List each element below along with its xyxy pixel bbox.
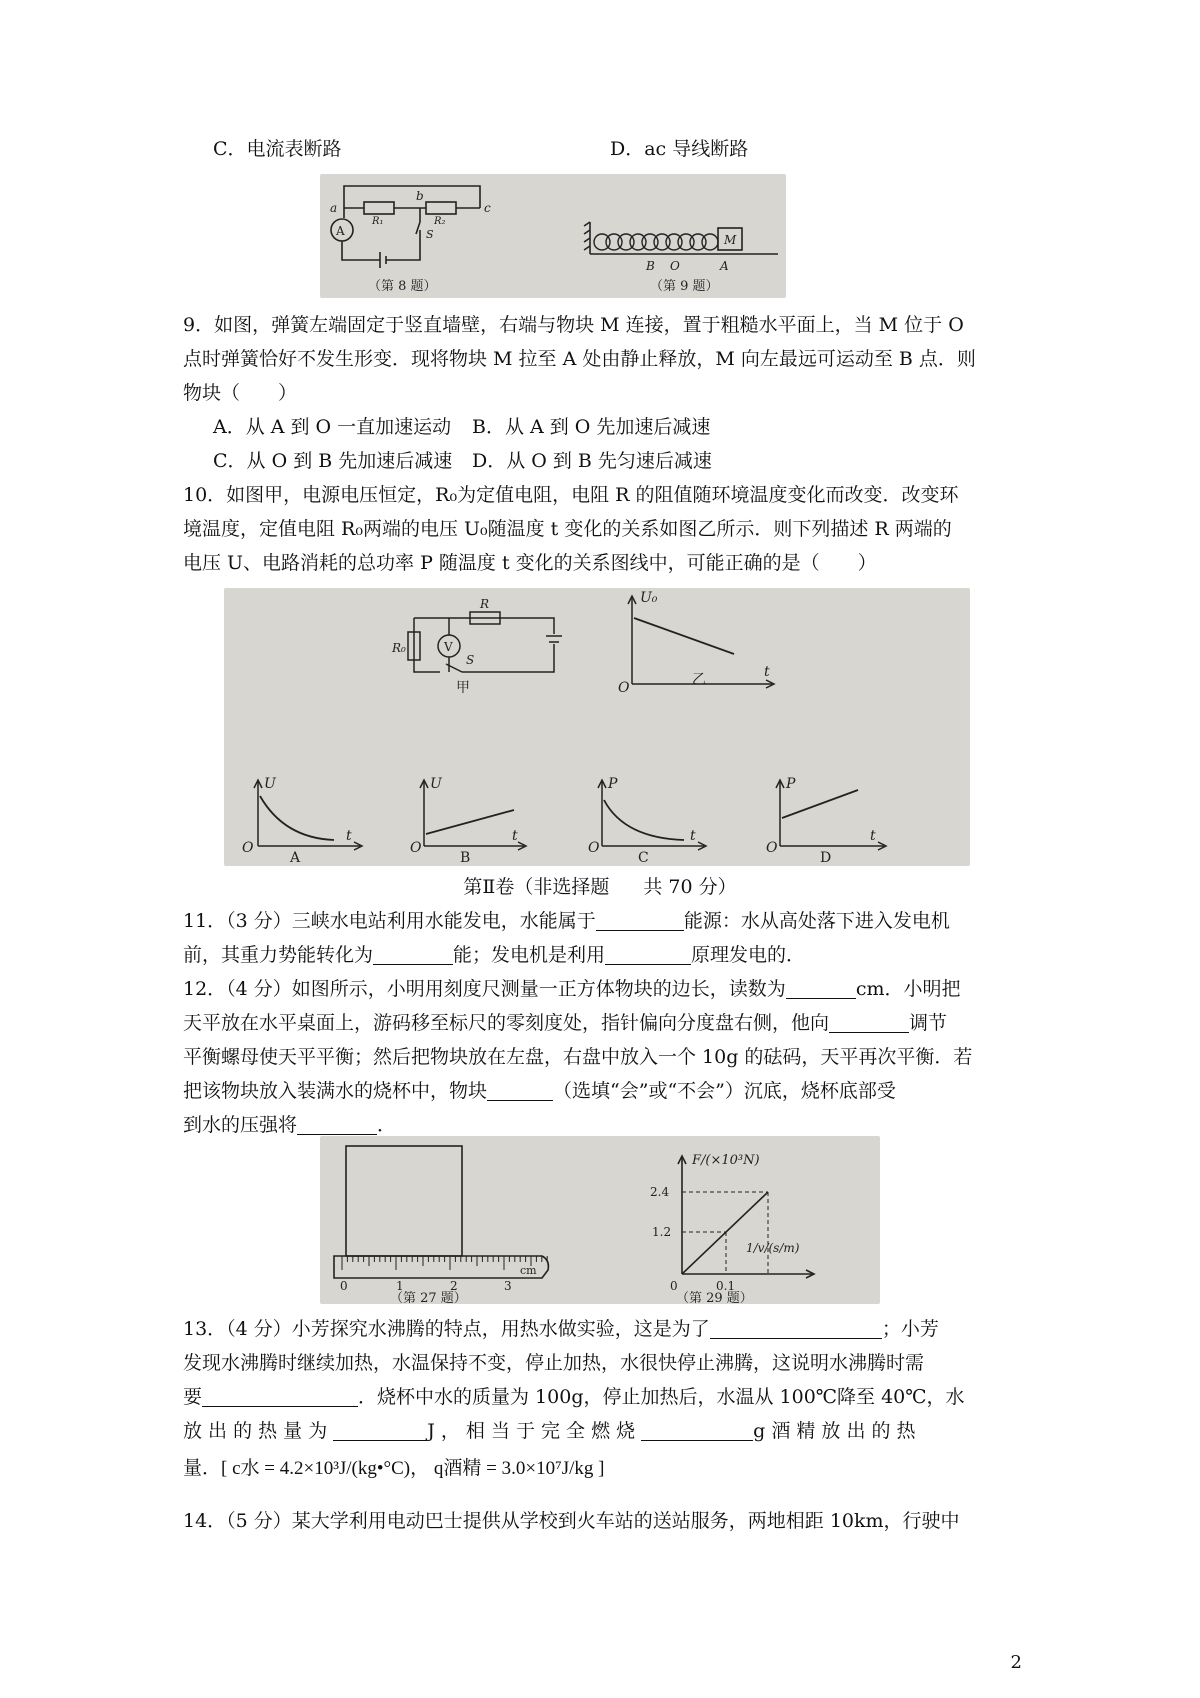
q9-option-b: B．从 A 到 O 先加速后减速 <box>472 416 711 438</box>
figure-27-29 <box>320 1136 880 1304</box>
q13-line3 <box>183 1380 1023 1414</box>
figure-8-9 <box>320 174 786 298</box>
q13-text-4c: g 酒 精 放 出 的 热 <box>753 1420 916 1442</box>
fig8-label-r1: R₁ <box>372 216 384 227</box>
q9-option-c: C．从 O 到 B 先加速后减速 <box>213 450 453 472</box>
q13-blank-1[interactable] <box>710 1316 882 1339</box>
q9-option-a: A．从 A 到 O 一直加速运动 <box>213 416 452 438</box>
ruler-label-2: 2 <box>450 1279 458 1293</box>
fig8-label-switch: S <box>426 228 434 241</box>
q10-line3: 电压 U、电路消耗的总功率 P 随温度 t 变化的关系图线中，可能正确的是（ ） <box>183 552 877 574</box>
q11-text-1b: 能源：水从高处落下进入发电机 <box>683 910 950 932</box>
q9-line3: 物块（ ） <box>183 382 298 404</box>
figure-8-9-drawing <box>320 174 786 298</box>
fig9-caption: （第 9 题） <box>650 279 719 294</box>
graph-yi-xlabel: t <box>764 664 770 680</box>
q10-line2: 境温度，定值电阻 R₀两端的电压 U₀随温度 t 变化的关系如图乙所示．则下列描述 R 两端的 <box>183 518 952 540</box>
q13-text-3a: 要 <box>183 1386 203 1408</box>
fig29-caption: （第 29 题） <box>676 1291 753 1304</box>
opt-a-name: A <box>290 850 301 866</box>
opt-d-xlabel: t <box>870 828 876 844</box>
figure-10 <box>224 588 970 866</box>
opt-c-ylabel: P <box>608 776 618 792</box>
ruler-unit: cm <box>520 1264 537 1277</box>
q12-blank-3[interactable] <box>487 1078 553 1101</box>
opt-a-origin: O <box>242 840 254 856</box>
opt-d-origin: O <box>766 840 778 856</box>
graph-yi-origin: O <box>618 680 630 696</box>
q12-text-1a: 12．（4 分）如图所示，小明用刻度尺测量一正方体物块的边长，读数为 <box>183 978 786 1000</box>
fig8-label-a: a <box>330 201 338 215</box>
fig8-label-c: c <box>484 201 491 215</box>
q13-text-3b: ．烧杯中水的质量为 100g，停止加热后，水温从 100℃降至 40℃，水 <box>358 1386 965 1408</box>
fig10-label-jia: 甲 <box>456 680 470 696</box>
opt-b-xlabel: t <box>512 828 518 844</box>
opt-c-origin: O <box>588 840 600 856</box>
q10-line1: 10．如图甲，电源电压恒定，R₀为定值电阻，电阻 R 的阻值随环境温度变化而改变．改变环 <box>183 484 959 506</box>
opt-a-xlabel: t <box>346 828 352 844</box>
ruler-ticks <box>342 1256 547 1270</box>
q12-text-1b: cm．小明把 <box>855 978 961 1000</box>
ruler-label-3: 3 <box>504 1279 512 1293</box>
opt-c-name: C <box>638 850 649 866</box>
q13-line2: 发现水沸腾时继续加热，水温保持不变，停止加热，水很快停止沸腾，这说明水沸腾时需 <box>183 1352 925 1374</box>
fig10-label-r: R <box>480 597 490 611</box>
graph29-xlabel: 1/v/(s/m) <box>746 1241 800 1255</box>
q13-line5: 量．[ c水 = 4.2×10³J/(kg•°C)， q酒精 = 3.0×10⁷J/kg ] <box>183 1458 605 1479</box>
opt-d-ylabel: P <box>786 776 796 792</box>
q13-text-4b: J ， 相 当 于 完 全 燃 烧 <box>427 1420 636 1442</box>
q12-line1 <box>183 972 1023 1006</box>
graph-yi-name: 乙 <box>692 672 706 688</box>
q13-blank-2[interactable] <box>202 1384 358 1407</box>
graph29-ytick-2-4: 2.4 <box>650 1185 670 1199</box>
graph29-origin: 0 <box>670 1279 678 1293</box>
q11-blank-1[interactable] <box>596 908 684 931</box>
fig8-label-ammeter: A <box>336 224 345 238</box>
fig8-caption: （第 8 题） <box>368 279 437 294</box>
opt-a-ylabel: U <box>264 776 276 792</box>
page-number: 2 <box>1010 1652 1022 1673</box>
section-2-score: 共 70 分） <box>643 876 737 898</box>
q12-text-5a: 到水的压强将 <box>183 1114 298 1136</box>
q12-blank-2[interactable] <box>829 1010 909 1033</box>
q13-blank-3[interactable] <box>333 1418 427 1441</box>
ruler-label-0: 0 <box>340 1279 348 1293</box>
section-2-title: 第Ⅱ卷（非选择题 <box>463 876 610 898</box>
q11-text-2a: 前，其重力势能转化为 <box>183 944 374 966</box>
q11-blank-3[interactable] <box>605 942 691 965</box>
q11-text-2c: 原理发电的． <box>691 944 806 966</box>
fig10-label-v: V <box>444 640 453 654</box>
q11-text-1a: 11．（3 分）三峡水电站利用水能发电，水能属于 <box>183 910 596 932</box>
q12-text-5b: ． <box>377 1114 397 1136</box>
q12-line4 <box>183 1074 1023 1108</box>
fig9-label-b: B <box>646 259 655 273</box>
graph-yi-ylabel: U₀ <box>640 590 658 606</box>
q11-blank-2[interactable] <box>373 942 453 965</box>
q13-text-4a: 放 出 的 热 量 为 <box>183 1420 328 1442</box>
q12-blank-4[interactable] <box>297 1112 377 1135</box>
opt-b-name: B <box>460 850 471 866</box>
q13-blank-4[interactable] <box>641 1418 753 1441</box>
fig8-label-b: b <box>416 189 424 203</box>
fig9-label-o: O <box>670 259 680 273</box>
q9-line1: 9．如图，弹簧左端固定于竖直墙壁，右端与物块 M 连接，置于粗糙水平面上，当 M 位于 O <box>183 314 964 336</box>
q11-line2 <box>183 938 1023 972</box>
graph29-ytick-1-2: 1.2 <box>652 1225 672 1239</box>
opt-d-name: D <box>820 850 832 866</box>
q9-option-d: D．从 O 到 B 先匀速后减速 <box>472 450 712 472</box>
fig10-label-s: S <box>466 653 475 667</box>
opt-b-origin: O <box>410 840 422 856</box>
q8-option-d: D．ac 导线断路 <box>610 138 749 160</box>
figure-27-29-drawing <box>320 1136 880 1304</box>
graph29-xtick-0-1: 0.1 <box>716 1279 736 1293</box>
q11-line1 <box>183 904 1023 938</box>
fig9-label-a: A <box>720 259 729 273</box>
q12-line3: 平衡螺母使天平平衡；然后把物块放在左盘，右盘中放入一个 10g 的砝码，天平再次平衡．若 <box>183 1046 973 1068</box>
q12-line2 <box>183 1006 1023 1040</box>
fig8-label-r2: R₂ <box>434 216 446 227</box>
fig27-caption: （第 27 题） <box>390 1291 467 1304</box>
opt-b-ylabel: U <box>430 776 442 792</box>
q13-line1 <box>183 1312 1023 1346</box>
q13-text-1a: 13．（4 分）小芳探究水沸腾的特点，用热水做实验，这是为了 <box>183 1318 710 1340</box>
ruler-label-1: 1 <box>396 1279 404 1293</box>
q12-blank-1[interactable] <box>786 976 856 999</box>
fig10-label-r0: R₀ <box>392 641 406 655</box>
section-2-heading <box>0 870 1200 904</box>
figure-10-drawing <box>224 588 970 866</box>
q12-text-2a: 天平放在水平桌面上，游码移至标尺的零刻度处，指针偏向分度盘右侧，他向 <box>183 1012 830 1034</box>
q14-line1: 14．（5 分）某大学利用电动巴士提供从学校到火车站的送站服务，两地相距 10km，行驶中 <box>183 1510 960 1532</box>
q13-line4 <box>183 1414 1023 1448</box>
q12-text-4a: 把该物块放入装满水的烧杯中，物块 <box>183 1080 488 1102</box>
q9-line2: 点时弹簧恰好不发生形变．现将物块 M 拉至 A 处由静止释放，M 向左最远可运动至 B 点．则 <box>183 348 976 370</box>
q8-option-c: C．电流表断路 <box>213 138 342 160</box>
fig9-label-m: M <box>724 233 737 247</box>
opt-c-xlabel: t <box>690 828 696 844</box>
graph29-ylabel: F/(×10³N) <box>692 1153 760 1168</box>
q13-text-1b: ；小芳 <box>881 1318 939 1340</box>
q11-text-2b: 能；发电机是利用 <box>453 944 606 966</box>
q12-text-2b: 调节 <box>909 1012 948 1034</box>
q12-text-4b: （选填“会”或“不会”）沉底，烧杯底部受 <box>553 1080 896 1102</box>
